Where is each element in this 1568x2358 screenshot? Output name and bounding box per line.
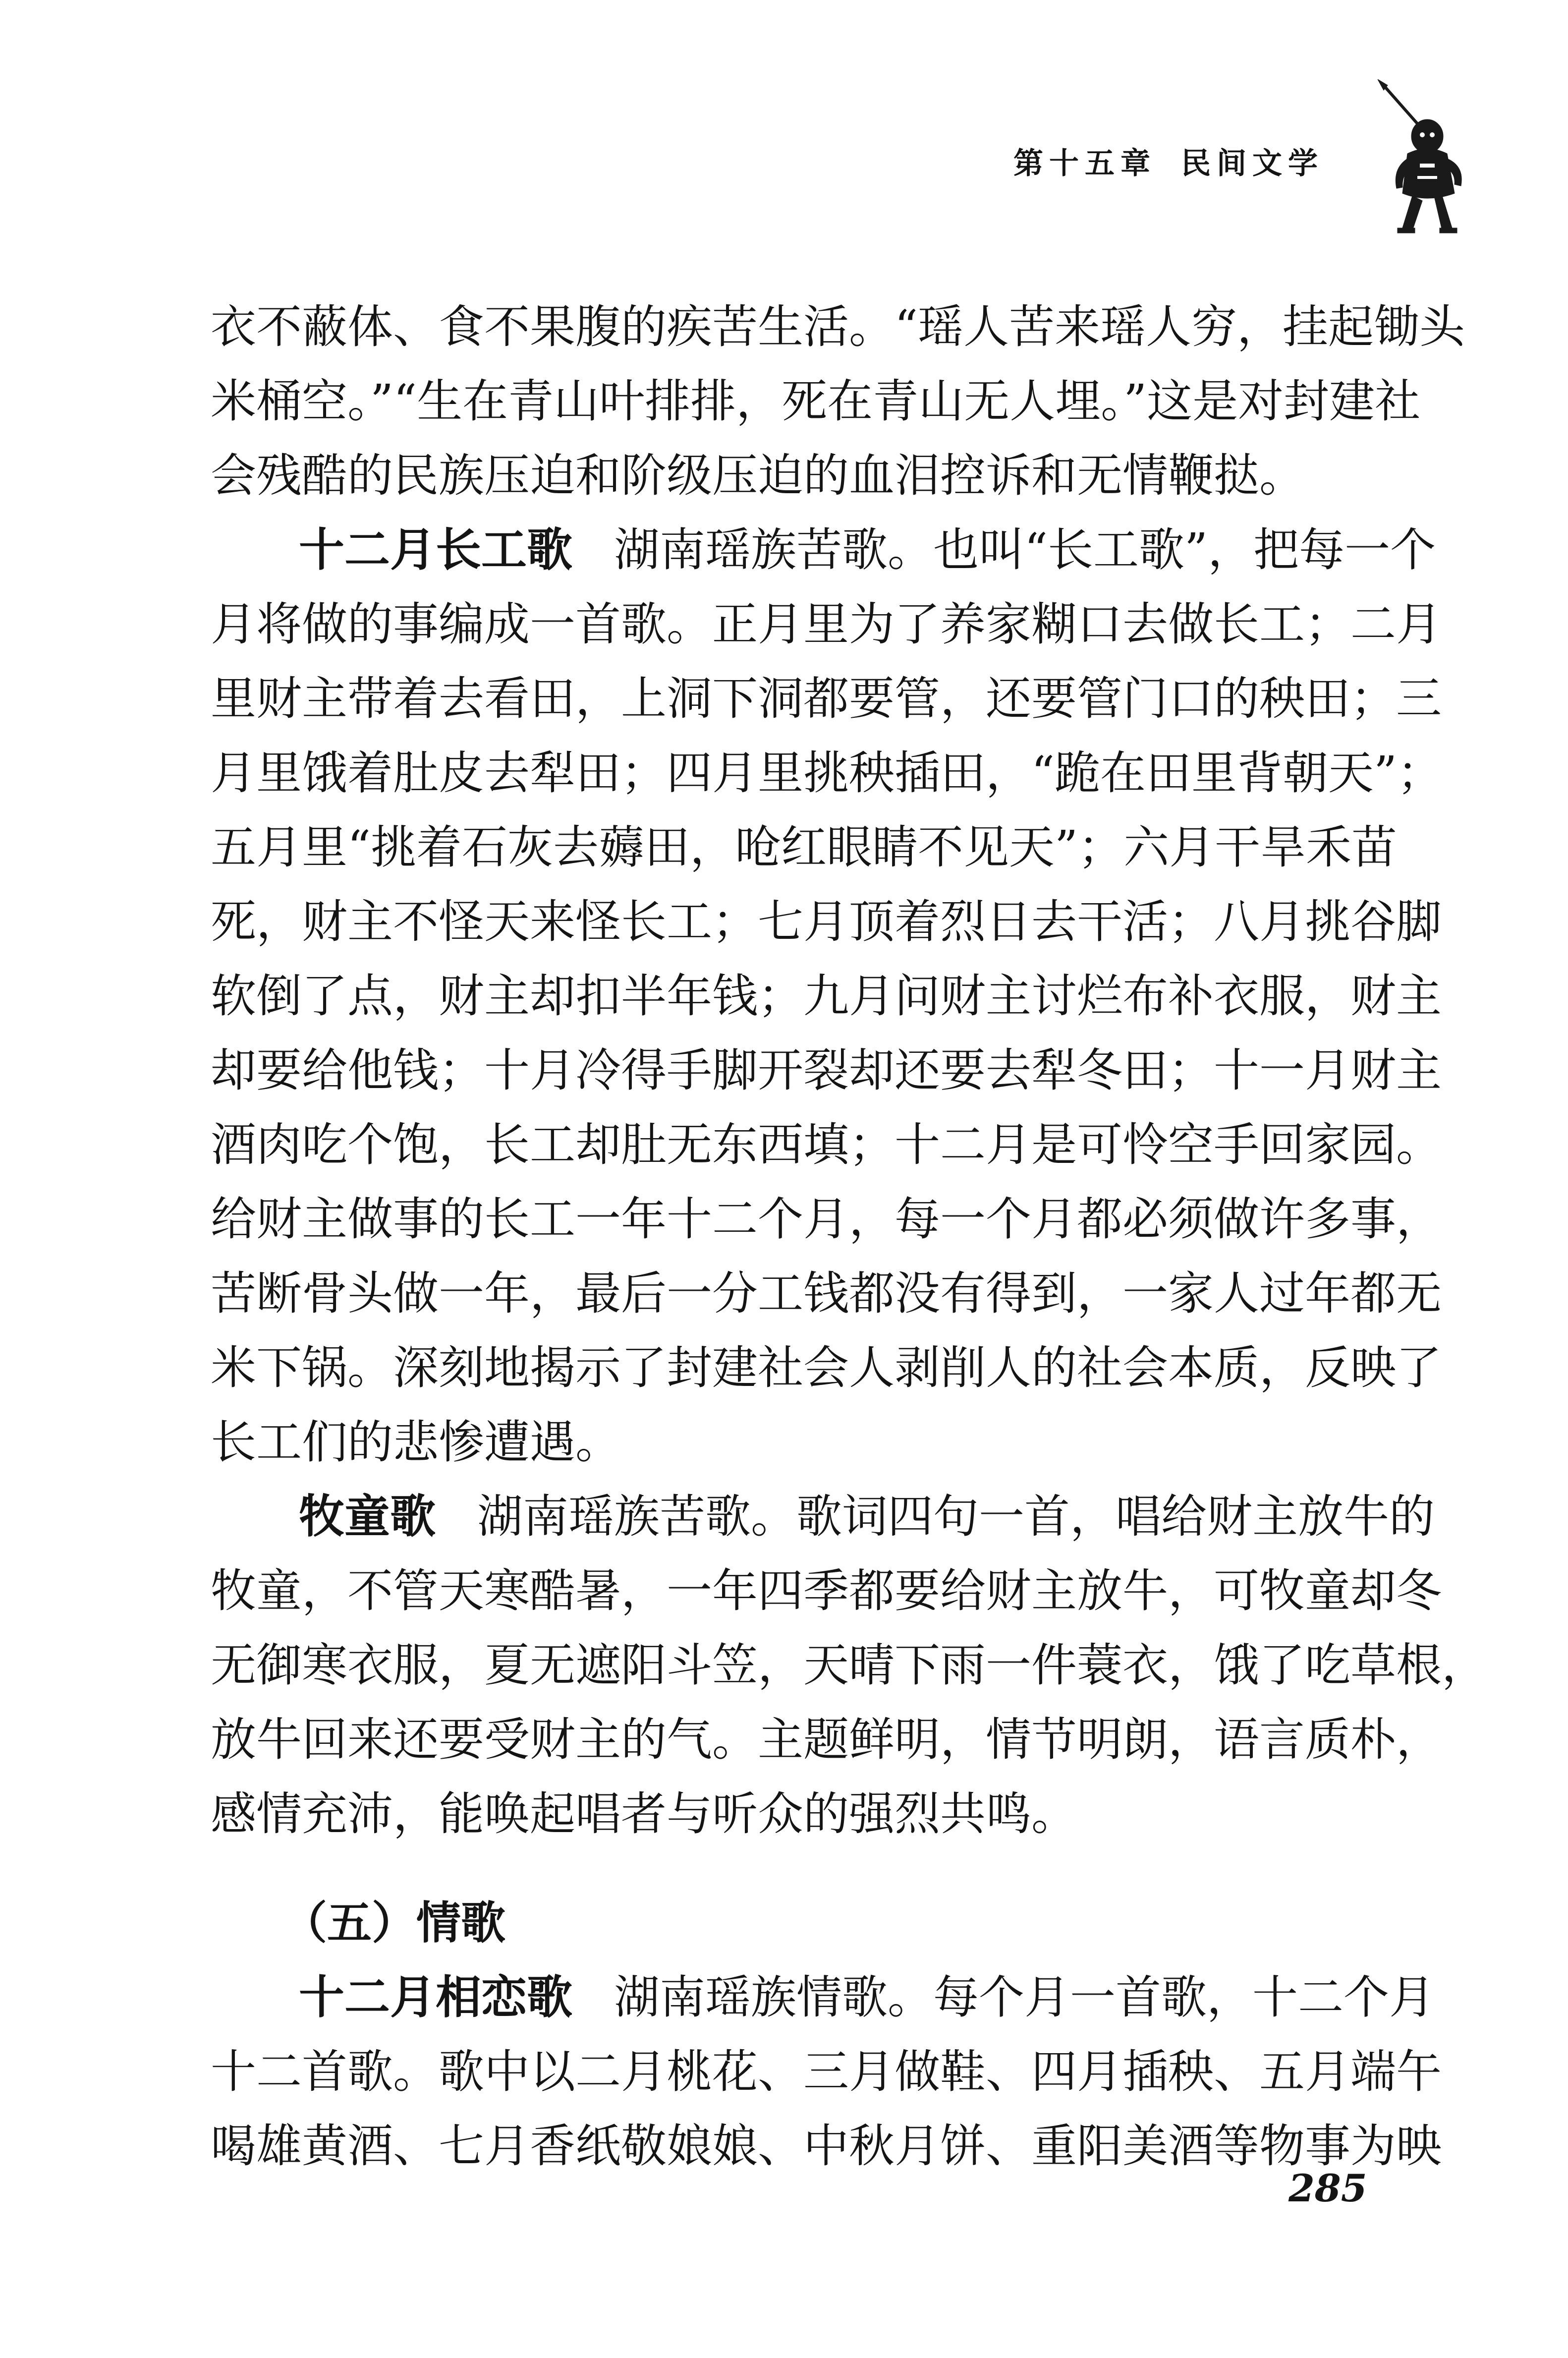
text-line: 却要给他钱；十月冷得手脚开裂却还要去犁冬田；十一月财主 [211,1044,1442,1097]
text-line: 十二首歌。歌中以二月桃花、三月做鞋、四月插秧、五月端午 [211,2045,1442,2098]
text-line: 死，财主不怪天来怪长工；七月顶着烈日去干活；八月挑谷脚 [211,895,1442,948]
entry-term: 十二月长工歌 [299,523,573,576]
text-line: 无御寒衣服，夏无遮阳斗笠，天晴下雨一件蓑衣，饿了吃草根， [211,1639,1488,1692]
text-line: 会残酷的民族压迫和阶级压迫的血泪控诉和无情鞭挞。 [211,449,1305,502]
text-line: 喝雄黄酒、七月香纸敬娘娘、中秋月饼、重阳美酒等物事为映 [211,2120,1442,2173]
text-line: 米桶空。”“生在青山叶排排，死在青山无人埋。”这是对封建社 [211,375,1421,428]
text-line: 月里饿着肚皮去犁田；四月里挑秧插田，“跪在田里背朝天”； [211,747,1443,800]
text-line: 软倒了点，财主却扣半年钱；九月问财主讨烂布补衣服，财主 [211,970,1442,1023]
entry-first-line [299,1960,1435,2035]
entry-text: 湖南瑶族苦歌。歌词四句一首，唱给财主放牛的 [477,1490,1435,1543]
text-line: 月将做的事编成一首歌。正月里为了养家糊口去做长工；二月 [211,598,1442,651]
entry-first-line [299,513,1436,587]
section-heading: （五）情歌 [282,1897,505,1949]
page-number: 285 [1288,2166,1367,2210]
entry-term: 十二月相恋歌 [299,1971,573,2024]
dancing-warrior-figure-icon [1373,79,1467,243]
text-line: 给财主做事的长工一年十二个月，每一个月都必须做许多事， [211,1193,1442,1246]
running-head [1013,140,1324,182]
entry-first-line [299,1480,1435,1554]
text-line: 长工们的悲惨遭遇。 [211,1416,621,1469]
text-line: 感情充沛，能唤起唱者与听众的强烈共鸣。 [211,1787,1077,1840]
text-line: 里财主带着去看田，上洞下洞都要管，还要管门口的秧田；三 [211,672,1442,725]
text-line: 放牛回来还要受财主的气。主题鲜明，情节明朗，语言质朴， [211,1713,1442,1766]
chapter-title: 民间文学 [1181,146,1324,181]
entry-text: 湖南瑶族苦歌。也叫“长工歌”，把每一个 [614,523,1436,576]
chapter-label: 第十五章 [1013,146,1156,181]
text-line: 酒肉吃个饱，长工却肚无东西填；十二月是可怜空手回家园。 [211,1118,1442,1171]
entry-text: 湖南瑶族情歌。每个月一首歌，十二个月 [614,1971,1435,2024]
entry-term: 牧童歌 [299,1490,436,1543]
text-line: 五月里“挑着石灰去薅田，呛红眼睛不见天”；六月干旱禾苗 [211,821,1398,874]
text-line: 苦断骨头做一年，最后一分工钱都没有得到，一家人过年都无 [211,1267,1442,1320]
text-line: 衣不蔽体、食不果腹的疾苦生活。“瑶人苦来瑶人穷，挂起锄头 [211,300,1465,353]
text-line: 牧童，不管天寒酷暑，一年四季都要给财主放牛，可牧童却冬 [211,1564,1442,1617]
text-line: 米下锅。深刻地揭示了封建社会人剥削人的社会本质，反映了 [211,1341,1442,1394]
